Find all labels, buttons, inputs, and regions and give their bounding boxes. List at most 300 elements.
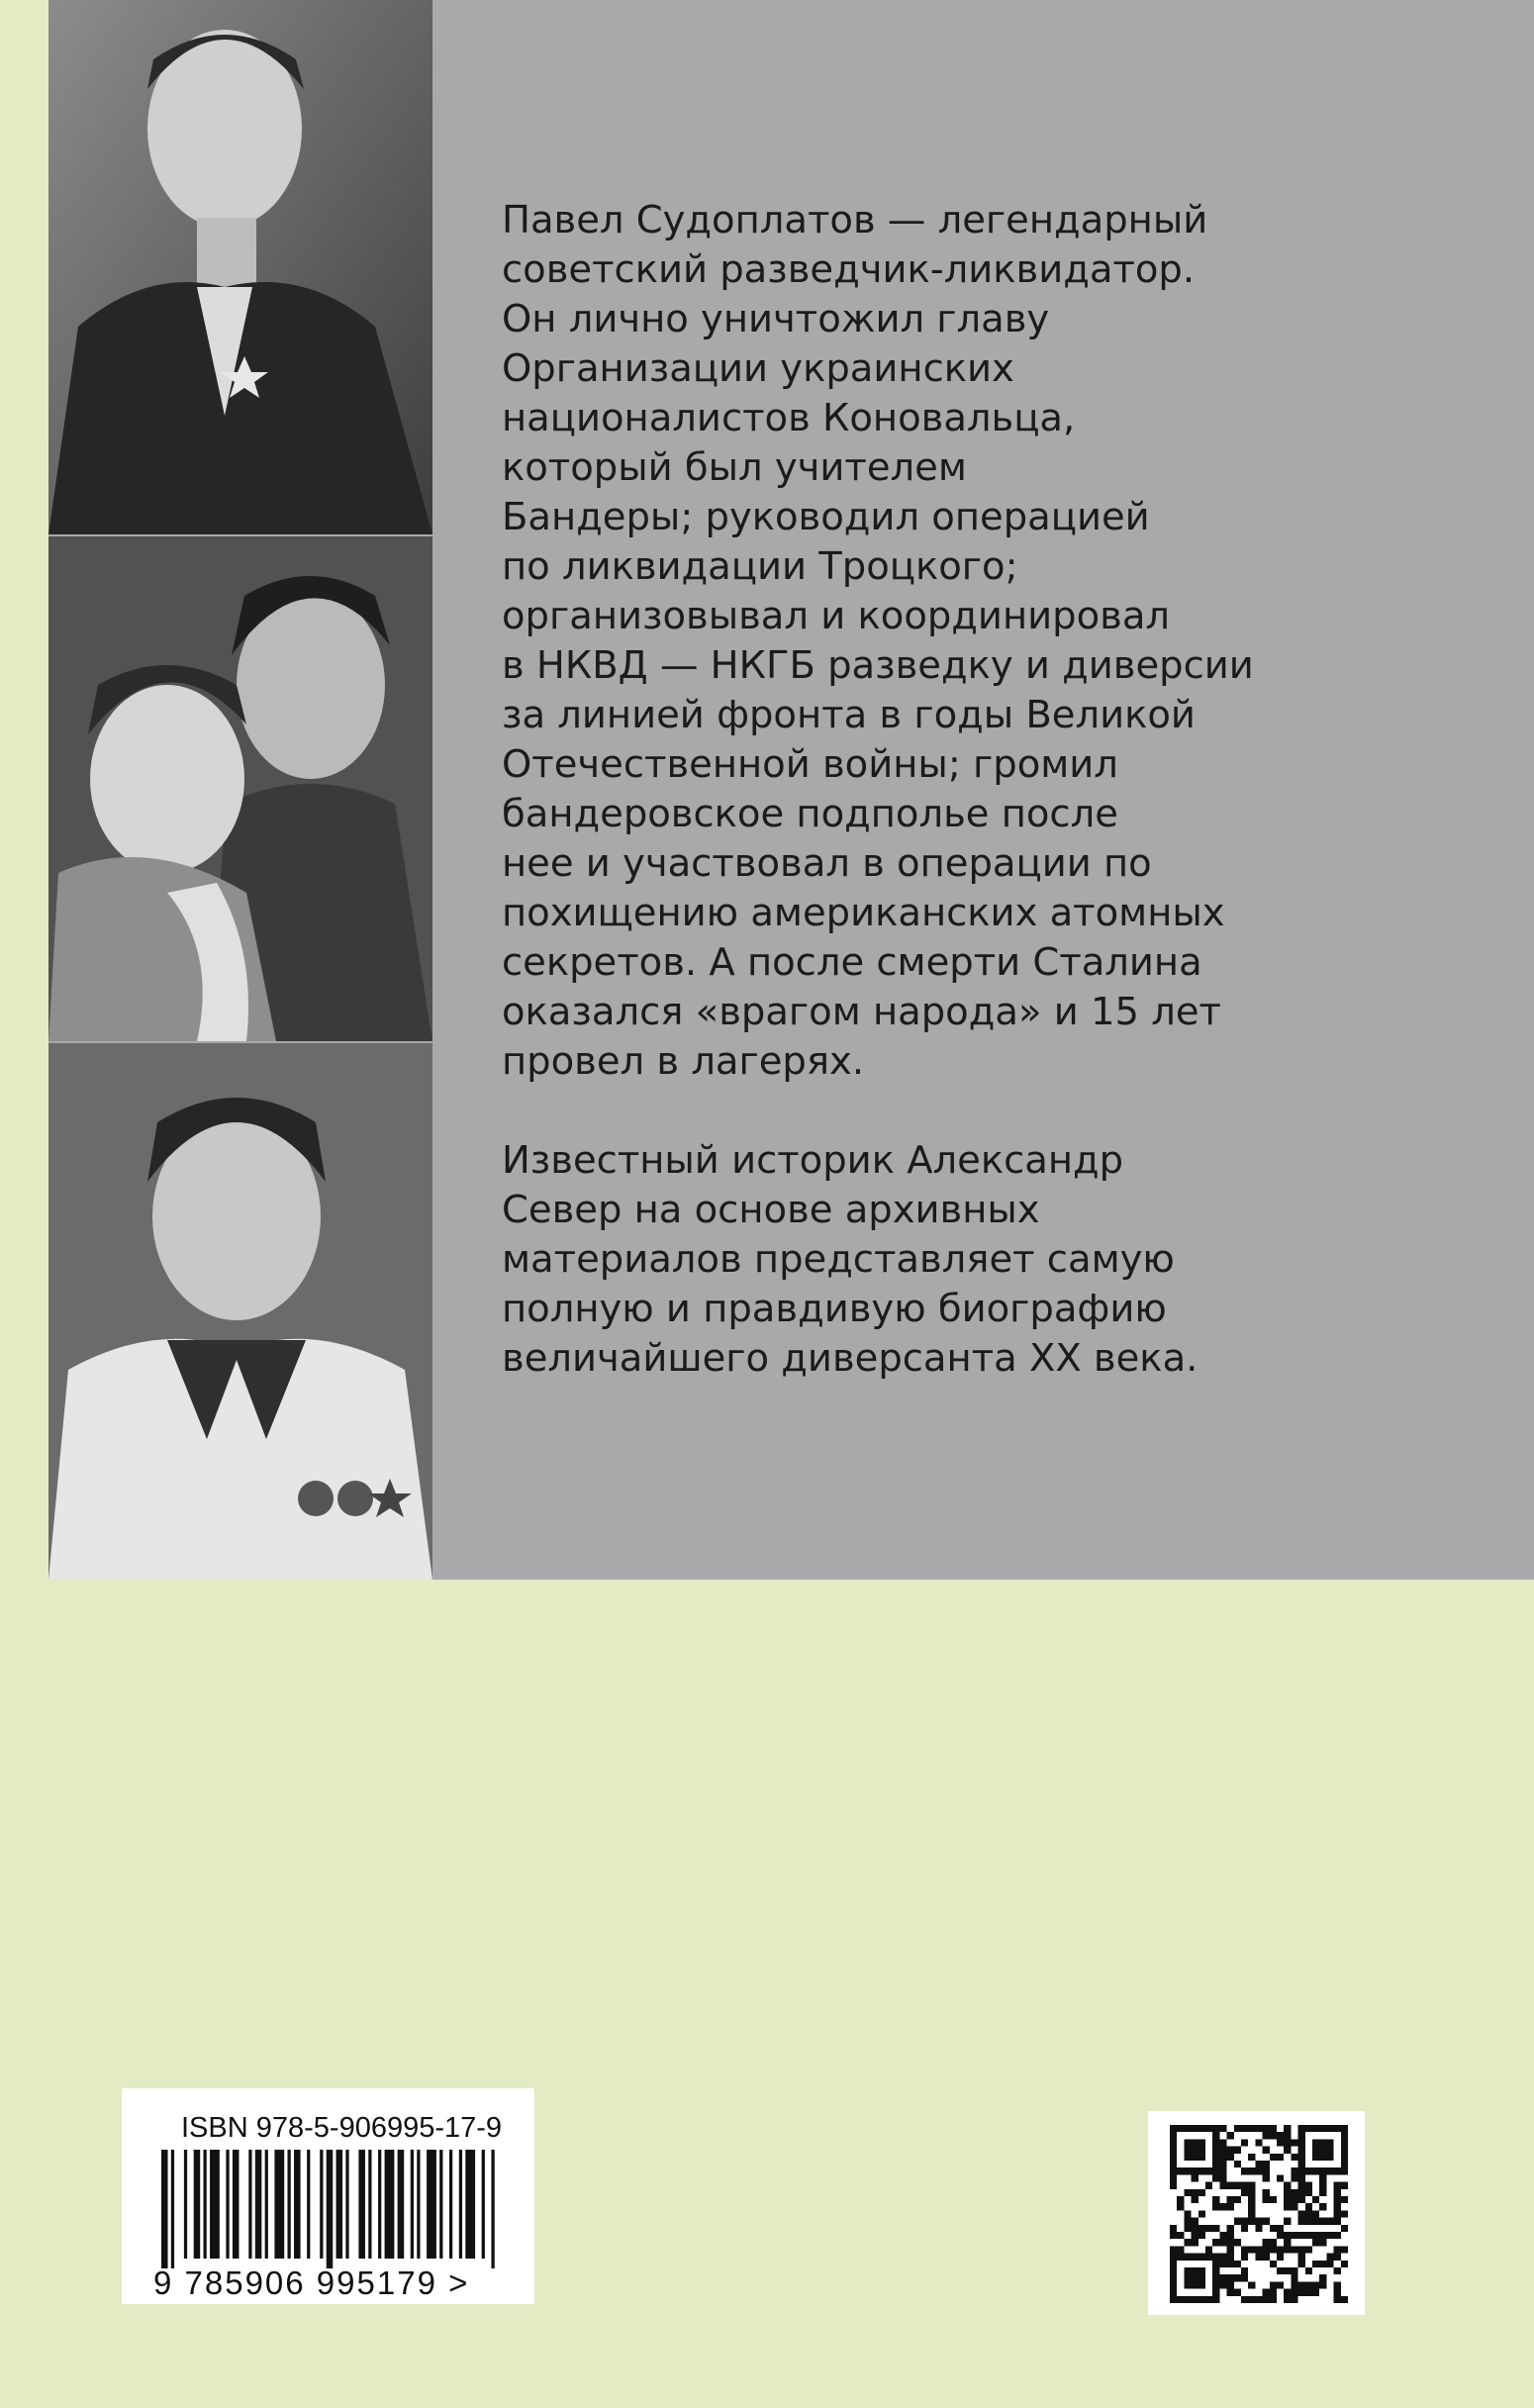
qr-module [1298, 2161, 1305, 2167]
qr-module [1312, 2210, 1319, 2217]
barcode-bar [171, 2150, 174, 2268]
qr-module [1298, 2125, 1305, 2132]
qr-module [1284, 2239, 1291, 2246]
qr-module [1219, 2161, 1226, 2167]
qr-module [1326, 2139, 1333, 2146]
qr-module [1184, 2154, 1191, 2161]
qr-module [1170, 2246, 1177, 2253]
qr-module [1170, 2174, 1177, 2181]
barcode-bar [255, 2150, 262, 2259]
qr-module [1277, 2267, 1284, 2274]
barcode-bar [194, 2150, 201, 2259]
qr-module [1248, 2203, 1255, 2210]
qr-module [1219, 2261, 1226, 2267]
qr-module [1184, 2296, 1191, 2303]
barcode-bar [248, 2150, 251, 2259]
qr-module [1227, 2254, 1234, 2261]
qr-module [1341, 2296, 1348, 2303]
qr-module [1219, 2203, 1226, 2210]
qr-module [1234, 2274, 1241, 2281]
qr-module [1234, 2239, 1241, 2246]
qr-module [1219, 2154, 1226, 2161]
qr-module [1241, 2274, 1248, 2281]
barcode-bar [459, 2150, 462, 2259]
qr-module [1205, 2125, 1212, 2132]
qr-module [1234, 2125, 1241, 2132]
qr-module [1341, 2182, 1348, 2189]
qr-module [1341, 2167, 1348, 2174]
barcode-bar [320, 2150, 323, 2259]
qr-module [1277, 2139, 1284, 2146]
qr-module [1305, 2125, 1312, 2132]
qr-module [1170, 2281, 1177, 2288]
qr-module [1305, 2189, 1312, 2196]
qr-module [1284, 2132, 1291, 2139]
qr-module [1241, 2267, 1248, 2274]
barcode-bar [398, 2150, 405, 2259]
qr-module [1291, 2196, 1297, 2203]
qr-module [1212, 2139, 1219, 2146]
qr-module [1184, 2125, 1191, 2132]
qr-module [1341, 2154, 1348, 2161]
qr-module [1334, 2218, 1341, 2225]
qr-module [1212, 2267, 1219, 2274]
isbn-label: ISBN 978-5-906995-17-9 [181, 2112, 503, 2144]
qr-module [1248, 2196, 1255, 2203]
qr-module [1298, 2232, 1305, 2239]
qr-module [1241, 2167, 1248, 2174]
qr-module [1255, 2225, 1262, 2232]
qr-module [1184, 2274, 1191, 2281]
qr-module [1277, 2154, 1284, 2161]
qr-module [1241, 2254, 1248, 2261]
qr-module [1319, 2218, 1326, 2225]
qr-module [1291, 2174, 1297, 2181]
qr-module [1334, 2246, 1341, 2253]
qr-module [1298, 2189, 1305, 2196]
qr-module [1255, 2254, 1262, 2261]
qr-module [1284, 2147, 1291, 2154]
qr-module [1227, 2196, 1234, 2203]
qr-module [1198, 2274, 1205, 2281]
qr-module [1205, 2167, 1212, 2174]
qr-module [1319, 2274, 1326, 2281]
qr-module [1192, 2296, 1198, 2303]
qr-module [1341, 2246, 1348, 2253]
qr-module [1184, 2267, 1191, 2274]
qr-module [1263, 2161, 1270, 2167]
qr-module [1284, 2189, 1291, 2196]
qr-module [1319, 2232, 1326, 2239]
qr-module [1291, 2267, 1297, 2274]
qr-module [1298, 2289, 1305, 2296]
qr-module [1198, 2281, 1205, 2288]
qr-module [1255, 2161, 1262, 2167]
qr-module [1277, 2232, 1284, 2239]
qr-module [1192, 2154, 1198, 2161]
qr-module [1305, 2281, 1312, 2288]
qr-module [1227, 2232, 1234, 2239]
qr-module [1192, 2218, 1198, 2225]
qr-module [1212, 2125, 1219, 2132]
qr-module [1219, 2174, 1226, 2181]
qr-module [1334, 2281, 1341, 2288]
qr-module [1334, 2203, 1341, 2210]
barcode-bar [226, 2150, 229, 2259]
qr-module [1319, 2125, 1326, 2132]
qr-module [1312, 2125, 1319, 2132]
qr-module [1255, 2139, 1262, 2146]
qr-module [1277, 2132, 1284, 2139]
qr-module [1291, 2296, 1297, 2303]
qr-module [1177, 2254, 1184, 2261]
qr-module [1170, 2254, 1177, 2261]
barcode-bar [358, 2150, 365, 2259]
barcode-bar [449, 2150, 452, 2259]
qr-module [1227, 2289, 1234, 2296]
qr-module [1312, 2261, 1319, 2267]
qr-module [1170, 2132, 1177, 2139]
qr-module [1284, 2203, 1291, 2210]
qr-module [1284, 2232, 1291, 2239]
qr-module [1319, 2139, 1326, 2146]
qr-module [1305, 2289, 1312, 2296]
qr-module [1177, 2232, 1184, 2239]
qr-module [1277, 2254, 1284, 2261]
qr-module [1219, 2147, 1226, 2154]
qr-module [1298, 2196, 1305, 2203]
qr-module [1192, 2167, 1198, 2174]
qr-module [1298, 2254, 1305, 2261]
qr-module [1212, 2225, 1219, 2232]
qr-module [1284, 2196, 1291, 2203]
barcode-bar [184, 2150, 187, 2259]
qr-module [1341, 2161, 1348, 2167]
qr-module [1170, 2232, 1177, 2239]
qr-module [1255, 2296, 1262, 2303]
qr-module [1298, 2218, 1305, 2225]
qr-module [1326, 2254, 1333, 2261]
barcode-bar [336, 2150, 343, 2259]
qr-module [1284, 2139, 1291, 2146]
qr-module [1177, 2167, 1184, 2174]
barcode-bar [233, 2150, 240, 2259]
qr-module [1284, 2289, 1291, 2296]
barcode-bar [417, 2150, 420, 2259]
barcode-bar [378, 2150, 381, 2259]
qr-module [1255, 2218, 1262, 2225]
qr-module [1212, 2161, 1219, 2167]
isbn-barcode [122, 2088, 534, 2304]
qr-module [1312, 2147, 1319, 2154]
qr-module [1298, 2132, 1305, 2139]
qr-module [1234, 2289, 1241, 2296]
qr-module [1248, 2125, 1255, 2132]
qr-module [1170, 2261, 1177, 2267]
qr-module [1270, 2281, 1277, 2288]
qr-module [1198, 2267, 1205, 2274]
qr-module [1284, 2182, 1291, 2189]
qr-module [1319, 2154, 1326, 2161]
qr-module [1298, 2261, 1305, 2267]
qr-module [1198, 2189, 1205, 2196]
qr-module [1198, 2232, 1205, 2239]
qr-module [1305, 2203, 1312, 2210]
qr-module [1263, 2296, 1270, 2303]
qr-module [1241, 2139, 1248, 2146]
qr-module [1341, 2210, 1348, 2217]
qr-module [1319, 2261, 1326, 2267]
barcode-bar [274, 2150, 284, 2259]
qr-module [1319, 2203, 1326, 2210]
qr-module [1227, 2274, 1234, 2281]
qr-module [1263, 2246, 1270, 2253]
qr-module [1284, 2296, 1291, 2303]
qr-module [1170, 2167, 1177, 2174]
qr-module [1219, 2167, 1226, 2174]
qr-module [1227, 2225, 1234, 2232]
barcode-bar [204, 2150, 207, 2259]
qr-module [1212, 2154, 1219, 2161]
qr-module [1212, 2167, 1219, 2174]
barcode-bar [482, 2150, 485, 2259]
qr-module [1305, 2182, 1312, 2189]
qr-module [1263, 2218, 1270, 2225]
qr-module [1219, 2254, 1226, 2261]
qr-module [1192, 2196, 1198, 2203]
qr-module [1312, 2154, 1319, 2161]
qr-module [1284, 2267, 1291, 2274]
qr-module [1227, 2246, 1234, 2253]
qr-module [1241, 2296, 1248, 2303]
qr-module [1212, 2203, 1219, 2210]
qr-module [1326, 2261, 1333, 2267]
barcode-bar [385, 2150, 395, 2259]
barcode-bar [210, 2150, 220, 2259]
qr-module [1241, 2225, 1248, 2232]
qr-module [1198, 2167, 1205, 2174]
qr-module [1184, 2189, 1191, 2196]
qr-module [1170, 2182, 1177, 2189]
qr-module [1219, 2274, 1226, 2281]
annotation-paragraph-2: Известный историк Александр Север на основе архивных материалов представляет самую полную и правдивую биографию величайшего диверсанта XX века. [502, 1138, 1198, 1381]
qr-module [1205, 2296, 1212, 2303]
qr-module [1212, 2132, 1219, 2139]
qr-module [1234, 2218, 1241, 2225]
qr-module [1227, 2281, 1234, 2288]
qr-module [1170, 2125, 1177, 2132]
qr-module [1177, 2296, 1184, 2303]
qr-module [1312, 2281, 1319, 2288]
qr-module [1248, 2218, 1255, 2225]
qr-module [1291, 2274, 1297, 2281]
qr-module [1184, 2167, 1191, 2174]
qr-module [1291, 2167, 1297, 2174]
qr-module [1341, 2147, 1348, 2154]
qr-module [1270, 2125, 1277, 2132]
qr-module [1305, 2232, 1312, 2239]
qr-module [1227, 2147, 1234, 2154]
barcode-bar [265, 2150, 268, 2259]
qr-module [1192, 2281, 1198, 2288]
qr-module [1263, 2254, 1270, 2261]
qr-module [1192, 2254, 1198, 2261]
qr-module [1270, 2296, 1277, 2303]
qr-module [1170, 2296, 1177, 2303]
qr-module [1298, 2182, 1305, 2189]
qr-module [1212, 2174, 1219, 2181]
qr-module [1227, 2182, 1234, 2189]
qr-module [1170, 2225, 1177, 2232]
qr-module [1298, 2154, 1305, 2161]
qr-module [1212, 2196, 1219, 2203]
qr-module [1298, 2174, 1305, 2181]
qr-module [1219, 2281, 1226, 2288]
qr-module [1263, 2167, 1270, 2174]
qr-code-icon [1170, 2125, 1348, 2303]
qr-module [1255, 2125, 1262, 2132]
qr-module [1263, 2289, 1270, 2296]
qr-module [1319, 2174, 1326, 2181]
barcode-bar [368, 2150, 371, 2259]
qr-module [1219, 2182, 1226, 2189]
qr-module [1291, 2289, 1297, 2296]
qr-module [1263, 2196, 1270, 2203]
qr-module [1170, 2139, 1177, 2146]
barcode-bar [411, 2150, 414, 2259]
qr-module [1312, 2167, 1319, 2174]
qr-module [1312, 2232, 1319, 2239]
qr-module [1227, 2239, 1234, 2246]
qr-module [1198, 2225, 1205, 2232]
qr-module [1177, 2246, 1184, 2253]
qr-module [1198, 2125, 1205, 2132]
qr-module [1198, 2210, 1205, 2217]
qr-module [1263, 2147, 1270, 2154]
qr-module [1326, 2154, 1333, 2161]
qr-module [1334, 2210, 1341, 2217]
qr-module [1212, 2147, 1219, 2154]
qr-module [1341, 2196, 1348, 2203]
qr-module [1319, 2182, 1326, 2189]
barcode-bar [307, 2150, 310, 2259]
qr-module [1291, 2281, 1297, 2288]
qr-module [1184, 2218, 1191, 2225]
qr-module [1192, 2232, 1198, 2239]
qr-module [1270, 2246, 1277, 2253]
qr-module [1263, 2132, 1270, 2139]
qr-module [1298, 2246, 1305, 2253]
qr-module [1198, 2254, 1205, 2261]
qr-module [1312, 2218, 1319, 2225]
qr-module [1212, 2254, 1219, 2261]
qr-module [1312, 2139, 1319, 2146]
qr-module [1277, 2174, 1284, 2181]
qr-module [1177, 2203, 1184, 2210]
qr-module [1277, 2281, 1284, 2288]
barcode-bars [161, 2150, 498, 2268]
qr-module [1241, 2182, 1248, 2189]
qr-module [1270, 2239, 1277, 2246]
qr-module [1241, 2218, 1248, 2225]
qr-module [1326, 2125, 1333, 2132]
qr-module [1219, 2125, 1226, 2132]
qr-module [1334, 2167, 1341, 2174]
qr-module [1319, 2167, 1326, 2174]
qr-module [1319, 2281, 1326, 2288]
barcode-bar [288, 2150, 291, 2259]
qr-module [1291, 2203, 1297, 2210]
barcode-bar [491, 2150, 494, 2268]
qr-module [1305, 2218, 1312, 2225]
qr-module [1192, 2239, 1198, 2246]
qr-module [1205, 2182, 1212, 2189]
qr-module [1263, 2239, 1270, 2246]
qr-module [1326, 2147, 1333, 2154]
qr-module [1298, 2210, 1305, 2217]
qr-module [1192, 2274, 1198, 2281]
qr-module [1341, 2225, 1348, 2232]
qr-module [1298, 2167, 1305, 2174]
qr-module [1326, 2218, 1333, 2225]
qr-module [1198, 2154, 1205, 2161]
qr-module [1334, 2182, 1341, 2189]
qr-module [1334, 2254, 1341, 2261]
qr-module [1234, 2147, 1241, 2154]
portrait-photo-1 [48, 0, 432, 534]
qr-module [1263, 2174, 1270, 2181]
qr-module [1312, 2196, 1319, 2203]
qr-module [1177, 2196, 1184, 2203]
qr-module [1326, 2232, 1333, 2239]
qr-module [1234, 2261, 1241, 2267]
qr-module [1192, 2139, 1198, 2146]
qr-module [1184, 2225, 1191, 2232]
qr-module [1298, 2147, 1305, 2154]
qr-module [1205, 2254, 1212, 2261]
qr-module [1248, 2182, 1255, 2189]
qr-module [1192, 2174, 1198, 2181]
barcode-bar [439, 2150, 442, 2259]
qr-module [1255, 2246, 1262, 2253]
qr-module [1192, 2125, 1198, 2132]
qr-module [1170, 2161, 1177, 2167]
qr-module [1305, 2246, 1312, 2253]
qr-module [1334, 2289, 1341, 2296]
qr-module [1170, 2274, 1177, 2281]
qr-module [1312, 2289, 1319, 2296]
qr-module [1241, 2246, 1248, 2253]
qr-module [1341, 2132, 1348, 2139]
qr-module [1198, 2147, 1205, 2154]
qr-module [1341, 2261, 1348, 2267]
qr-module [1192, 2267, 1198, 2274]
qr-module [1184, 2254, 1191, 2261]
qr-module [1248, 2281, 1255, 2288]
barcode-bar [327, 2150, 334, 2268]
qr-module [1234, 2161, 1241, 2167]
qr-module [1319, 2147, 1326, 2154]
qr-module [1177, 2125, 1184, 2132]
barcode-bar [427, 2150, 436, 2259]
qr-module [1234, 2196, 1241, 2203]
qr-module [1255, 2167, 1262, 2174]
qr-module [1212, 2281, 1219, 2288]
qr-module [1341, 2125, 1348, 2132]
qr-module [1291, 2232, 1297, 2239]
qr-module [1219, 2232, 1226, 2239]
qr-module [1319, 2239, 1326, 2246]
